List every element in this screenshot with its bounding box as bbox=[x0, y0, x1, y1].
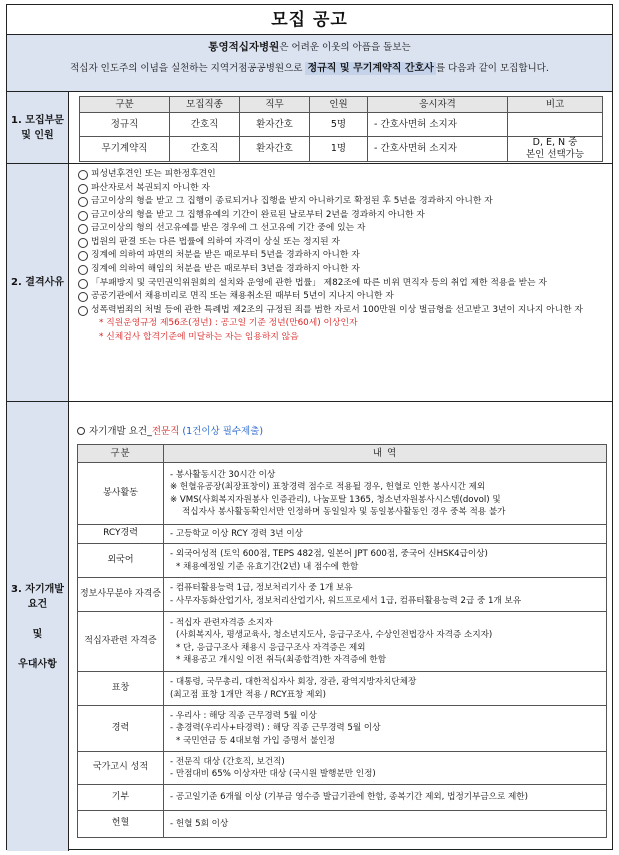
list-item: 법원의 판결 또는 다른 법률에 의하여 자격이 상실 또는 정지된 자 bbox=[77, 237, 606, 248]
detail-line: ※ VMS(사회복지자원봉사 인증관리), 나눔포탈 1365, 청소년자원봉사시스템(dovol) 및 bbox=[170, 494, 501, 505]
col-header-details: 내 역 bbox=[164, 445, 607, 463]
position-highlight: 정규직 및 무기계약직 간호사 bbox=[307, 63, 434, 75]
table-row bbox=[78, 752, 607, 785]
cell-job: 간호직 bbox=[170, 113, 240, 137]
circle-bullet-icon bbox=[77, 427, 85, 435]
detail-line: - 봉사활동시간 30시간 이상 bbox=[170, 469, 276, 480]
detail-line: * 국민연금 등 4대보험 가입 증명서 불인정 bbox=[176, 735, 335, 746]
heading-text: 자기개발 요건_ bbox=[89, 426, 152, 437]
col-header-qualification: 응시자격 bbox=[368, 97, 508, 113]
section3-label bbox=[7, 402, 69, 851]
section2-label: 2. 결격사유 bbox=[7, 164, 69, 401]
intro-line-1 bbox=[7, 41, 612, 54]
page-title: 모집 공고 bbox=[7, 5, 612, 35]
note-line-1: D, E, N 중 bbox=[532, 137, 578, 148]
category-language: 외국어 bbox=[78, 544, 164, 578]
section1-body bbox=[69, 92, 612, 163]
section1-label bbox=[7, 92, 69, 163]
category-rcy: RCY경력 bbox=[78, 525, 164, 544]
positions-header-row bbox=[80, 97, 603, 113]
details-it-certificate bbox=[164, 578, 607, 612]
list-item: 금고이상의 형의 선고유예를 받은 경우에 그 선고유예 기간 중에 있는 자 bbox=[77, 223, 606, 234]
category-career: 경력 bbox=[78, 706, 164, 752]
table-row bbox=[78, 811, 607, 838]
cell-duty: 환자간호 bbox=[240, 113, 310, 137]
cell-note bbox=[508, 137, 603, 162]
positions-table bbox=[79, 96, 603, 162]
list-item: 공공기관에서 채용비리로 면직 또는 채용취소된 때부터 5년이 지나지 아니한 자 bbox=[77, 291, 606, 302]
cell-count: 1명 bbox=[310, 137, 368, 162]
category-redcross-certificate: 적십자관련 자격증 bbox=[78, 612, 164, 672]
section3-label-line1: 3. 자기개발 bbox=[11, 583, 64, 595]
section-self-development bbox=[7, 402, 612, 851]
detail-line: - 고등학교 이상 RCY 경력 3년 이상 bbox=[170, 528, 303, 539]
section2-body bbox=[69, 164, 612, 401]
detail-line: ※ 헌혈유공장(최장표창이) 표창경력 점수로 적용될 경우, 헌혈로 인한 봉사시간 제외 bbox=[170, 482, 486, 493]
list-item: 성폭력범죄의 처벌 등에 관한 특례법 제2조의 규정된 죄를 범한 자로서 100만원 이상 벌금형을 선고받고 3년이 지나지 아니한 자 bbox=[77, 305, 606, 316]
hospital-name: 통영적십자병원 bbox=[208, 41, 280, 53]
col-header-job: 모집직종 bbox=[170, 97, 240, 113]
col-header-type: 구분 bbox=[80, 97, 170, 113]
category-blood-donation: 헌혈 bbox=[78, 811, 164, 838]
table-row bbox=[78, 578, 607, 612]
cell-type: 무기계약직 bbox=[80, 137, 170, 162]
cell-duty: 환자간호 bbox=[240, 137, 310, 162]
detail-line: - 우리사 : 해당 직종 근무경력 5월 이상 bbox=[170, 710, 317, 721]
col-header-note: 비고 bbox=[508, 97, 603, 113]
detail-line: - 헌혈 5회 이상 bbox=[170, 818, 229, 829]
warning-health-check: * 신체검사 합격기준에 미달하는 자는 임용하지 않음 bbox=[99, 331, 299, 342]
col-header-category: 구분 bbox=[78, 445, 164, 463]
list-item: 피성년후견인 또는 피한정후견인 bbox=[77, 169, 606, 180]
table-row bbox=[78, 706, 607, 752]
section-recruitment-positions bbox=[7, 92, 612, 164]
table-row bbox=[80, 113, 603, 137]
list-item: 징계에 의하여 해임의 처분을 받은 때로부터 3년을 경과하지 아니한 자 bbox=[77, 264, 606, 275]
intro-line2-post: 를 다음과 같이 모집합니다. bbox=[435, 63, 549, 75]
category-donation: 기부 bbox=[78, 785, 164, 811]
table-row bbox=[80, 137, 603, 162]
details-volunteer bbox=[164, 463, 607, 525]
table-row bbox=[78, 672, 607, 706]
detail-line: - 외국어성적 (토익 600점, TEPS 482점, 일본어 JPT 600점, 중국어 신HSK4급이상) bbox=[170, 549, 488, 560]
details-career bbox=[164, 706, 607, 752]
intro-line-2 bbox=[7, 63, 612, 76]
details-donation bbox=[164, 785, 607, 811]
cell-job: 간호직 bbox=[170, 137, 240, 162]
detail-line: 적십자사 봉사활동확인서만 인정하며 동일일자 및 동일봉사활동인 경우 중복 적용 불가 bbox=[182, 506, 506, 517]
section3-body bbox=[69, 402, 612, 851]
details-award bbox=[164, 672, 607, 706]
detail-line: (사회복지사, 평생교육사, 청소년지도사, 응급구조사, 수상인전법강사 자격증 소지자) bbox=[176, 630, 493, 641]
category-award: 표창 bbox=[78, 672, 164, 706]
detail-line: - 총경력(우리사+타경력) : 해당 직종 근무경력 5월 이상 bbox=[170, 723, 381, 734]
list-item: 금고이상의 형을 받고 그 집행이 종료되거나 집행을 받지 아니하기로 확정된 후 5년을 경과하지 아니한 자 bbox=[77, 196, 606, 207]
detail-line: - 사무자동화산업기사, 정보처리산업기사, 워드프로세서 1급, 컴퓨터활용능력 2급 중 1개 보유 bbox=[170, 595, 522, 606]
detail-line: - 적십자 관련자격증 소지자 bbox=[170, 617, 273, 628]
list-item: 징계에 의하여 파면의 처분을 받은 때로부터 5년을 경과하지 아니한 자 bbox=[77, 250, 606, 261]
intro-line1-text: 은 어려운 이웃의 아픔을 돌보는 bbox=[279, 42, 411, 53]
table-row bbox=[78, 544, 607, 578]
heading-requirement: (1건이상 필수제출) bbox=[179, 426, 264, 437]
details-language bbox=[164, 544, 607, 578]
detail-line: * 단, 응급구조사 채용시 응급구조사 자격증은 제외 bbox=[176, 642, 366, 653]
detail-line: - 공고일기준 6개월 이상 (기부금 영수증 발급기관에 한함, 종복기간 제외, 법정기부금으로 제한) bbox=[170, 792, 528, 803]
detail-line: (최고점 표창 1개만 적용 / RCY표창 제외) bbox=[170, 689, 327, 700]
cell-note bbox=[508, 113, 603, 137]
details-national-exam bbox=[164, 752, 607, 785]
table-row bbox=[78, 612, 607, 672]
category-volunteer: 봉사활동 bbox=[78, 463, 164, 525]
details-redcross-certificate bbox=[164, 612, 607, 672]
details-rcy bbox=[164, 525, 607, 544]
disqualification-list bbox=[77, 169, 606, 346]
list-item: 「부패방지 및 국민권익위원회의 설치와 운영에 관한 법률」 제82조에 따른 비위 면직자 등의 취업 제한 적용을 받는 자 bbox=[77, 278, 606, 289]
detail-line: - 만점대비 65% 이상자만 대상 (국시원 발행분만 인정) bbox=[170, 769, 376, 779]
cell-count: 5명 bbox=[310, 113, 368, 137]
table-row bbox=[78, 463, 607, 525]
self-dev-header-row bbox=[78, 445, 607, 463]
detail-line: * 채용공고 개시일 이전 취득(최종합격)한 자격증에 한함 bbox=[176, 654, 387, 665]
detail-line: - 대통령, 국무총리, 대한적십자사 회장, 장관, 광역지방자치단체장 bbox=[170, 677, 417, 688]
section3-label-line2: 요건 bbox=[27, 598, 48, 610]
self-development-heading bbox=[77, 426, 263, 438]
recruitment-notice bbox=[6, 4, 613, 850]
cell-qualification: - 간호사면허 소지자 bbox=[368, 113, 508, 137]
cell-type: 정규직 bbox=[80, 113, 170, 137]
cell-qualification: - 간호사면허 소지자 bbox=[368, 137, 508, 162]
section1-label-line1: 1. 모집부문 bbox=[11, 114, 64, 126]
detail-line: - 컴퓨터활용능력 1급, 정보처리기사 중 1개 보유 bbox=[170, 583, 353, 594]
category-national-exam: 국가고시 성적 bbox=[78, 752, 164, 785]
section3-label-line4: 우대사항 bbox=[18, 658, 57, 670]
intro-line2-pre: 적십자 인도주의 이념을 실천하는 지역거점공공병원으로 bbox=[70, 63, 303, 75]
detail-line: - 전문직 대상 (간호직, 보건직) bbox=[170, 756, 285, 767]
col-header-duty: 직무 bbox=[240, 97, 310, 113]
category-it-certificate: 정보사무분야 자격증 bbox=[78, 578, 164, 612]
detail-line: * 채용예정일 기준 유효기간(2년) 내 점수에 한함 bbox=[176, 561, 359, 572]
table-row bbox=[78, 525, 607, 544]
details-blood-donation bbox=[164, 811, 607, 838]
section1-label-line2: 및 인원 bbox=[21, 129, 54, 141]
list-item: 파산자로서 복권되지 아니한 자 bbox=[77, 183, 606, 194]
intro-banner bbox=[7, 35, 612, 92]
section-disqualifications bbox=[7, 164, 612, 402]
col-header-count: 인원 bbox=[310, 97, 368, 113]
note-line-2: 본인 선택가능 bbox=[525, 148, 585, 160]
table-row bbox=[78, 785, 607, 811]
list-item: 금고이상의 형을 받고 그 집행유예의 기간이 완료된 날로부터 2년을 경과하지 아니한 자 bbox=[77, 210, 606, 221]
heading-subtype: 전문직 bbox=[151, 426, 180, 437]
self-development-table bbox=[77, 444, 607, 838]
section3-label-line3: 및 bbox=[32, 628, 43, 640]
warning-retirement: * 직원운영규정 제56조(정년) : 공고일 기준 정년(만60세) 이상인자 bbox=[99, 318, 358, 329]
